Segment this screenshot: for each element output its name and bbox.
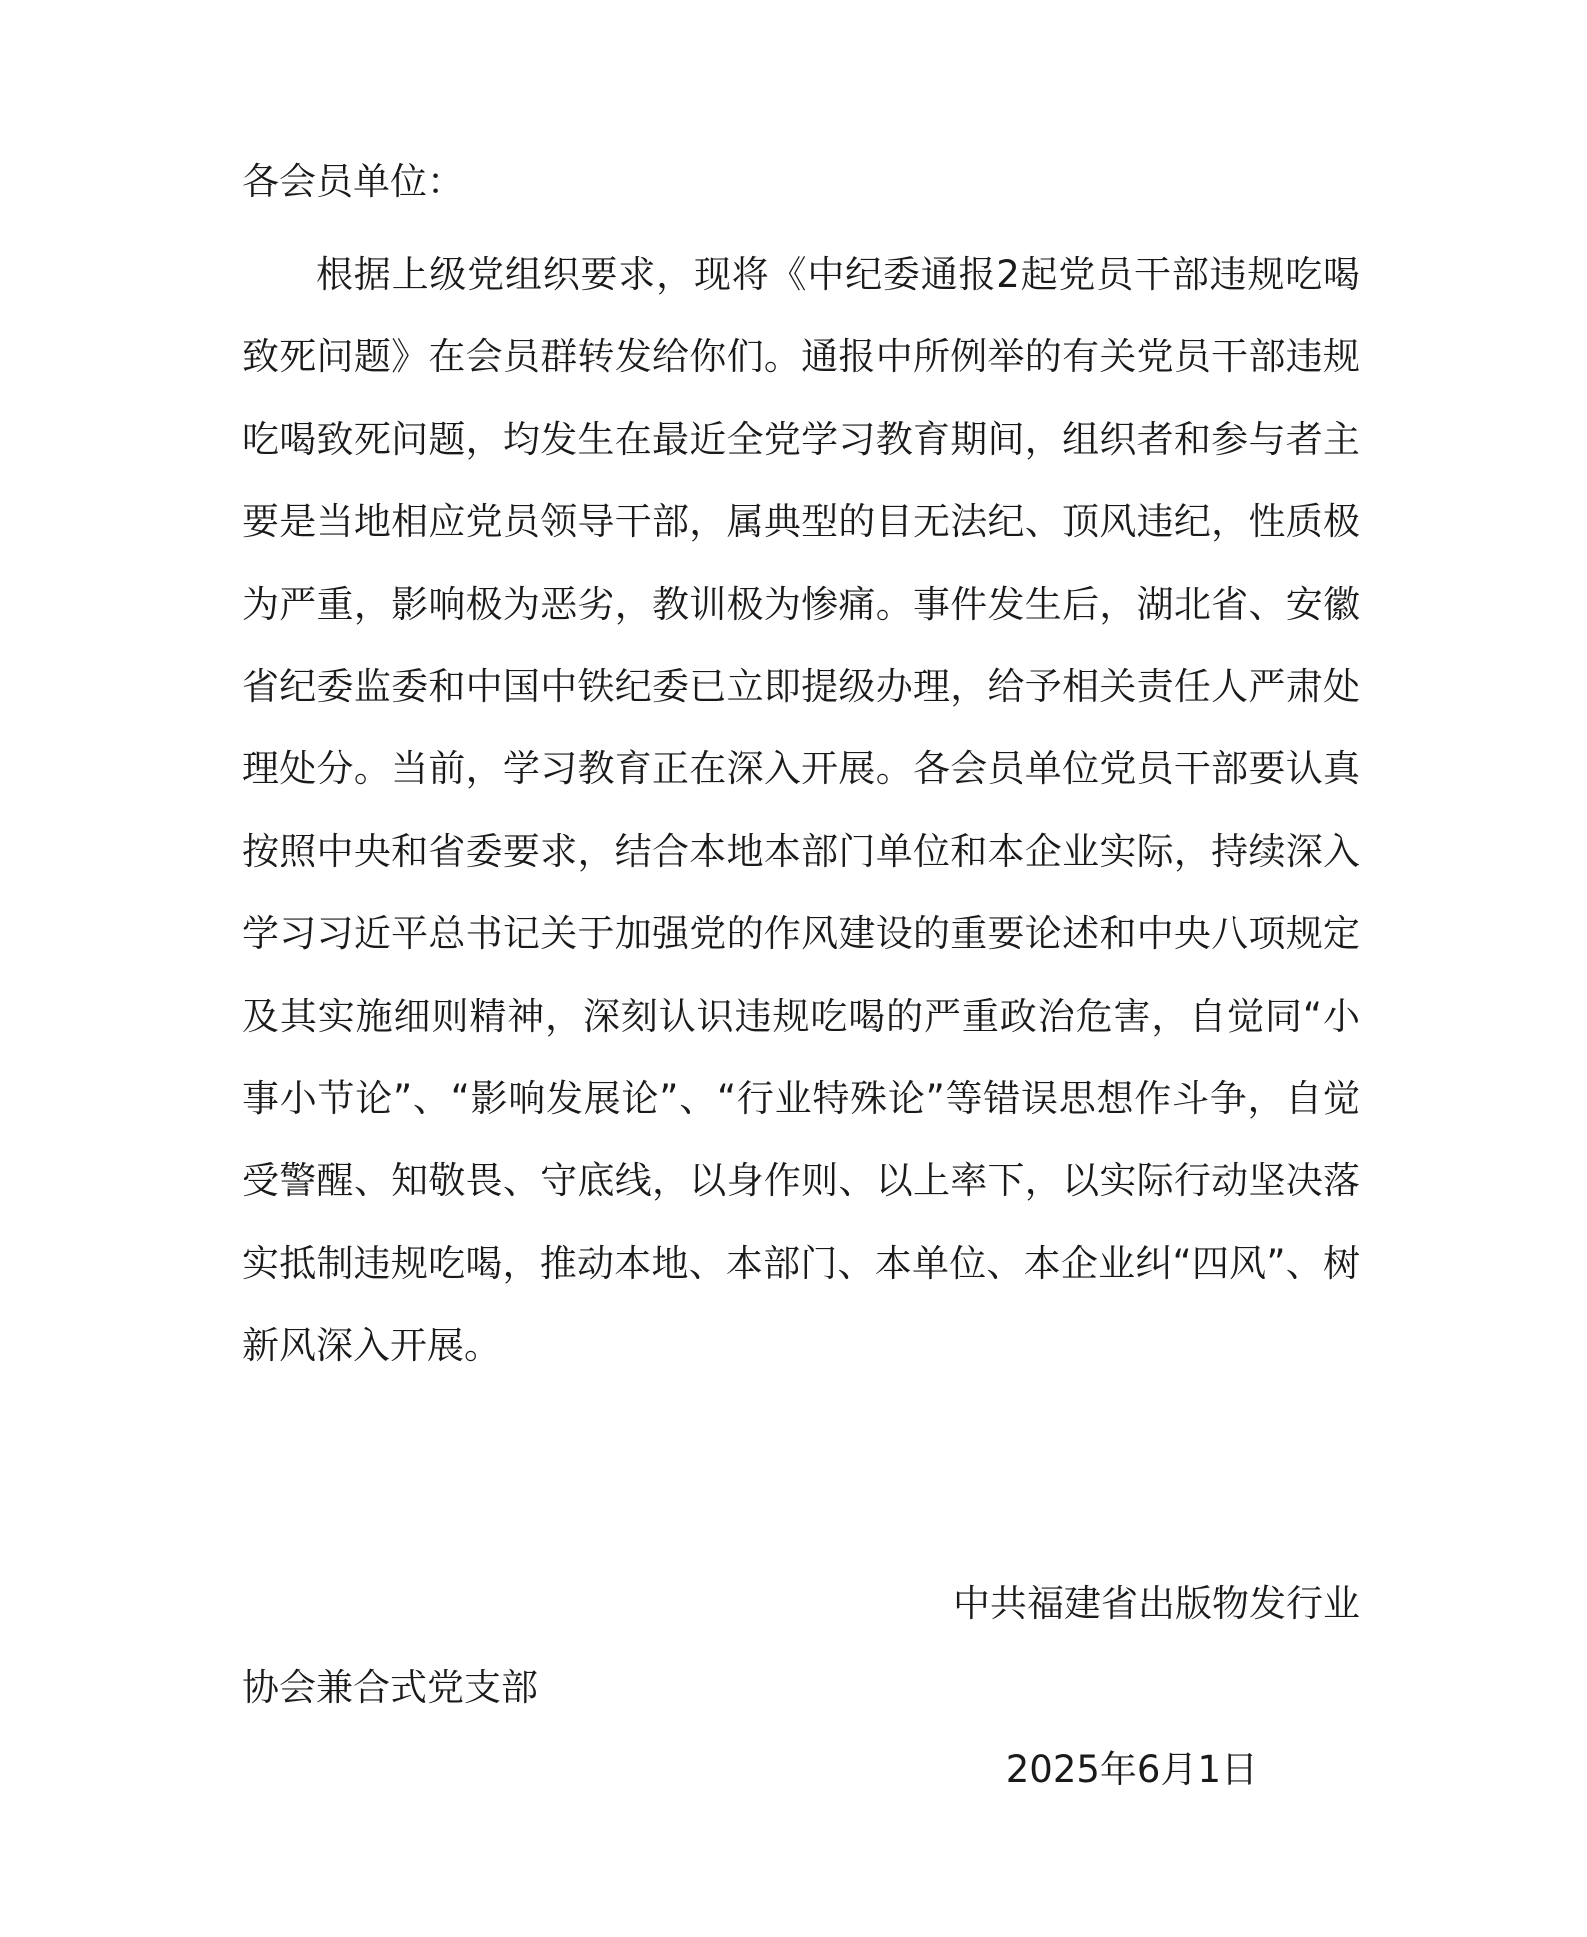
document-date: 2025年6月1日	[1005, 1748, 1258, 1791]
body-paragraph: 根据上级党组织要求，现将《中纪委通报2起党员干部违规吃喝致死问题》在会员群转发给你们。通报中所例举的有关党员干部违规吃喝致死问题，均发生在最近全党学习教育期间，组织者和参与者主要是当地相应党员领导干部，属典型的目无法纪、顶风违纪，性质极为严重，影响极为恶劣，教训极为惨痛。事件发生后，湖北省、安徽省纪委监委和中国中铁纪委已立即提级办理，给予相关责任人严肃处理处分。当前，学习教育正在深入开展。各会员单位党员干部要认真按照中央和省委要求，结合本地本部门单位和本企业实际，持续深入学习习近平总书记关于加强党的作风建设的重要论述和中央八项规定及其实施细则精神，深刻认识违规吃喝的严重政治危害，自觉同“小事小节论”、“影响发展论”、“行业特殊论”等错误思想作斗争，自觉受警醒、知敬畏、守底线，以身作则、以上率下，以实际行动坚决落实抵制违规吃喝，推动本地、本部门、本单位、本企业纠“四风”、树新风深入开展。	[242, 253, 1360, 1368]
salutation: 各会员单位：	[242, 160, 464, 203]
signature-organization-line2: 协会兼合式党支部	[242, 1666, 538, 1709]
signature-organization-line1: 中共福建省出版物发行业	[953, 1582, 1360, 1625]
